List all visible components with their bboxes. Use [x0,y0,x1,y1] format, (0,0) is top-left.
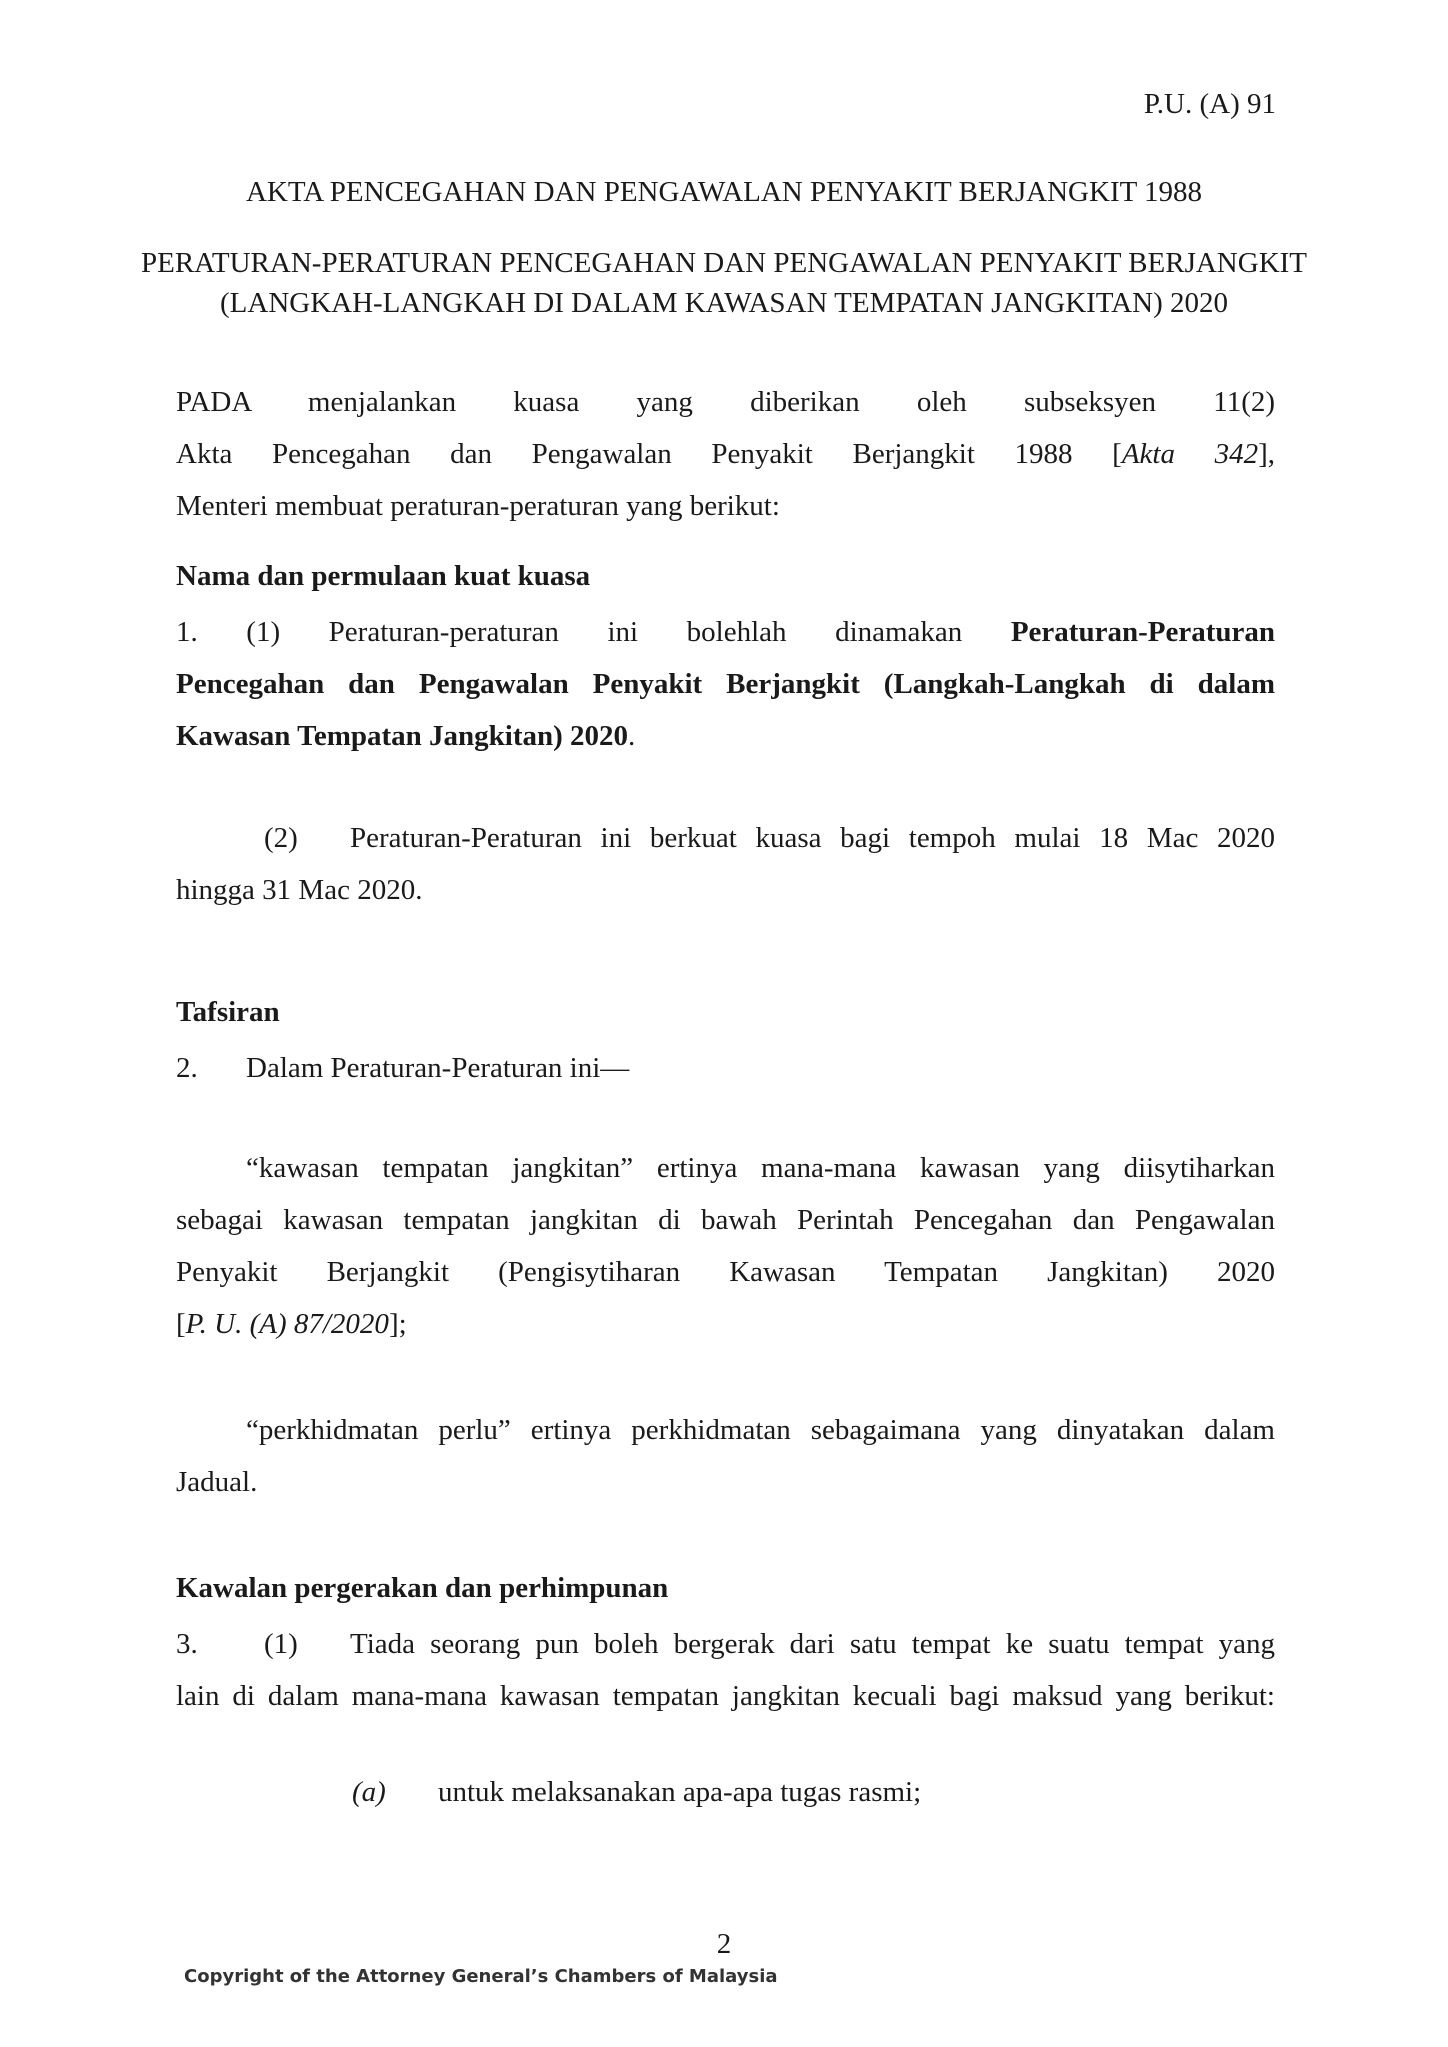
definition-kawasan-tempatan-jangkitan: “kawasan tempatan jangkitan” ertinya mana-mana kawasan yang diisytiharkan sebagai kawasan tempatan jangkitan di bawah Perintah Pencegahan dan Pengawalan Penyakit Berjangkit (Pengisytiharan Kawasan Tempatan Jangkitan) 2020 [P. U. (A) 87/2020]; [176,1152,1276,1340]
section-3-heading: Kawalan pergerakan dan perhimpunan [176,1572,669,1604]
item-label: (a) [352,1776,386,1808]
page-number: 2 [716,1928,732,1960]
regulation-title-line-2: (LANGKAH-LANGKAH DI DALAM KAWASAN TEMPATAN JANGKITAN) 2020 [220,287,1228,319]
akta-number: 342], [1214,438,1276,470]
section-1-heading: Nama dan permulaan kuat kuasa [176,560,591,592]
section-3-item-a: (a) untuk melaksanakan apa-apa tugas rasmi; [352,1776,922,1808]
act-title: AKTA PENCEGAHAN DAN PENGAWALAN PENYAKIT BERJANGKIT 1988 [245,176,1203,208]
regulation-title-line-1: PERATURAN-PERATURAN PENCEGAHAN DAN PENGAWALAN PENYAKIT BERJANGKIT [140,247,1308,279]
section-number: 1. [176,616,198,648]
preamble-line-3: Menteri membuat peraturan-peraturan yang berikut: [176,490,780,522]
definition-perkhidmatan-perlu: “perkhidmatan perlu” ertinya perkhidmatan sebagaimana yang dinyatakan dalam Jadual. [176,1414,1275,1498]
section-1-sub-1 [176,606,1275,762]
preamble-line-2: Akta Pencegahan dan Pengawalan Penyakit Berjangkit 1988 [Akta 342], [176,438,1276,470]
section-1-sub-2 [176,812,1275,916]
preamble [176,376,1275,532]
section-number: 3. [176,1628,198,1660]
subsection-label: (1) [264,1628,298,1660]
section-1-sub-1-line-1: 1. (1) Peraturan-peraturan ini bolehlah dinamakan Peraturan-Peraturan [176,616,1275,648]
section-3-sub-1: 3. (1) Tiada seorang pun boleh bergerak dari satu tempat ke suatu tempat yang lain di dalam mana-mana kawasan tempatan jangkitan kecuali bagi maksud yang berikut: [176,1618,1275,1722]
section-number: 2. [176,1052,198,1084]
copyright-notice: Copyright of the Attorney General’s Chambers of Malaysia [184,1966,778,1987]
subsection-label: (1) [246,616,281,648]
section-2-intro: 2. Dalam Peraturan-Peraturan ini— [176,1042,1275,1094]
subsection-label: (2) [264,822,298,854]
pu-number: P.U. (A) 91 [1143,88,1276,120]
section-2-heading: Tafsiran [176,996,280,1028]
preamble-line-1: PADA menjalankan kuasa yang diberikan oleh subseksyen 11(2) [176,386,1276,418]
section-1-sub-2-line-2: hingga 31 Mac 2020. [176,874,423,906]
akta-reference: [Akta [1112,438,1175,470]
regulation-title [0,243,1448,323]
section-1-sub-2-line-1: (2) Peraturan-Peraturan ini berkuat kuasa bagi tempoh mulai 18 Mac 2020 [176,812,1275,864]
section-1-sub-1-line-2: Pencegahan dan Pengawalan Penyakit Berjangkit (Langkah-Langkah di dalam [176,668,1275,700]
section-1-sub-1-line-3: Kawasan Tempatan Jangkitan) 2020. [176,720,636,752]
